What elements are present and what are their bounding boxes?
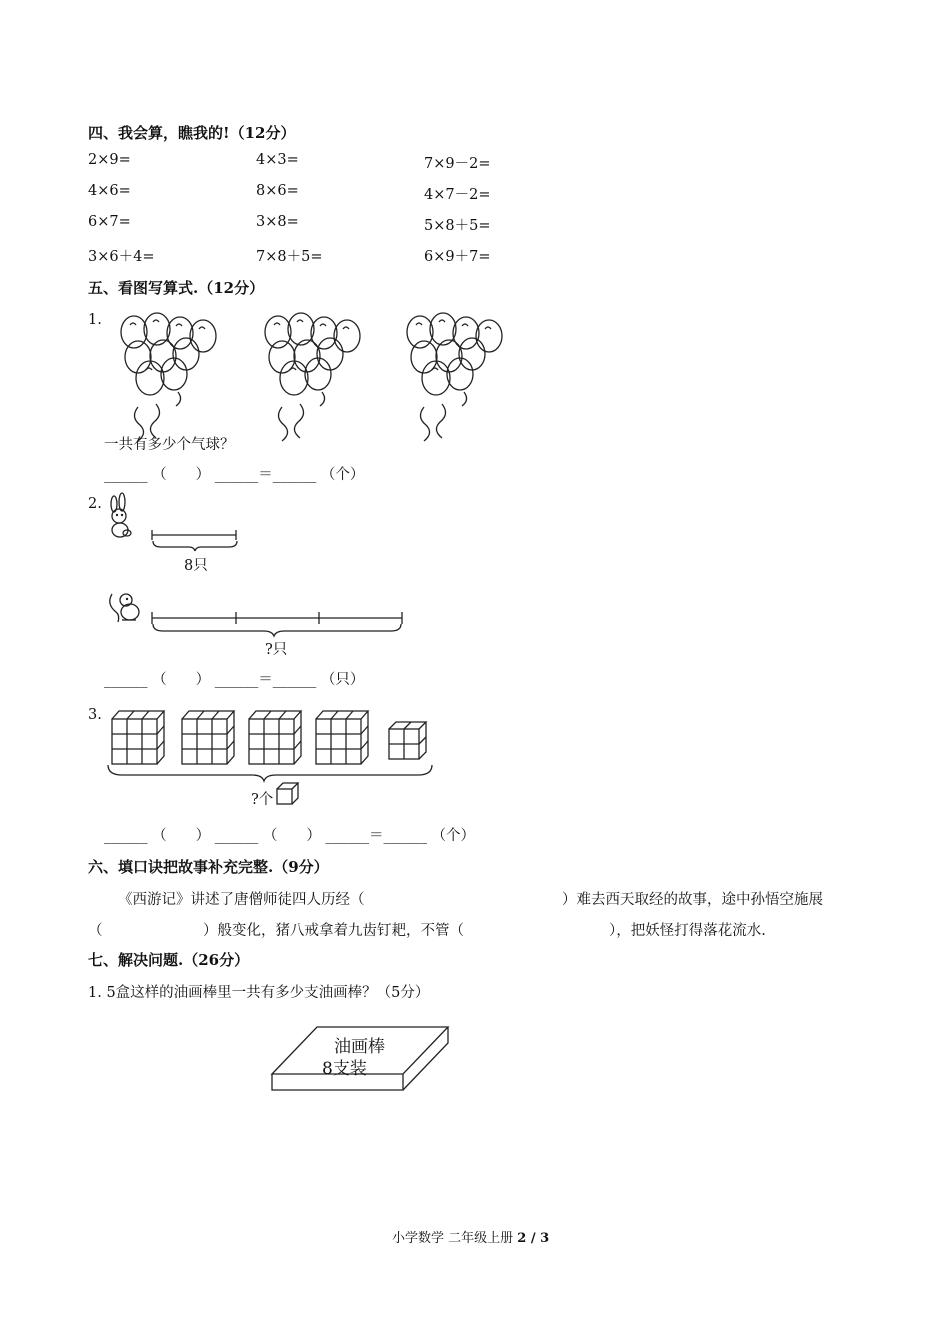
calc-problem: 7×9－2= (424, 156, 491, 172)
equals: ＝ (258, 467, 273, 483)
story-text-line2b: ）般变化，猪八戒拿着九齿钉耙，不管（ (203, 923, 464, 939)
section-6-title: 六、填口诀把故事补充完整.（9分） (88, 858, 329, 876)
blank[interactable]: ______ (104, 828, 148, 844)
calc-problem: 5×8＋5= (424, 218, 491, 234)
operator-paren[interactable]: （ ） (152, 467, 211, 483)
calc-problem: 6×7= (88, 214, 131, 230)
question-number: 3. (88, 707, 102, 723)
unit: （个） (320, 467, 365, 483)
blank[interactable]: ______ (272, 672, 317, 688)
operator-paren[interactable]: （ ） (152, 828, 211, 844)
calc-problem: 8×6= (256, 183, 299, 199)
label-rabbit-count: 8只 (184, 558, 208, 574)
blank[interactable]: ______ (325, 828, 369, 844)
calc-problem: 4×7－2= (424, 187, 491, 203)
page-number: 2 / 3 (517, 1231, 550, 1246)
calc-problem: 4×6= (88, 183, 131, 199)
story-text-line1a: 《西游记》讲述了唐僧师徒四人历经（ (118, 892, 365, 908)
blank[interactable]: ______ (383, 828, 427, 844)
calc-problem: 2×9= (88, 152, 131, 168)
blank[interactable]: ______ (214, 672, 259, 688)
story-text-line2c: ），把妖怪打得落花流水. (609, 923, 766, 939)
equals: ＝ (258, 672, 273, 688)
operator-paren[interactable]: （ ） (152, 672, 211, 688)
blank[interactable]: ______ (272, 467, 317, 483)
section-5-title: 五、看图写算式.（12分） (88, 279, 265, 297)
blank[interactable]: ______ (214, 467, 259, 483)
question-number: 2. (88, 496, 102, 512)
calc-problem: 4×3= (256, 152, 299, 168)
question-number: 1. (88, 312, 102, 328)
calc-problem: 6×9＋7= (424, 249, 491, 265)
label-squirrel-count: ?只 (265, 642, 288, 658)
box-label-name: 油画棒 (334, 1037, 385, 1057)
operator-paren[interactable]: （ ） (262, 828, 321, 844)
footer (392, 1227, 549, 1246)
blank[interactable]: ______ (214, 828, 259, 844)
calc-problem: 3×6＋4= (88, 249, 155, 265)
section-7-title: 七、解决问题.（26分） (88, 951, 250, 969)
footer-subject: 小学数学 二年级上册 (392, 1231, 518, 1246)
label-cube-count: ?个 (251, 792, 274, 808)
story-text-line2a: （ (88, 923, 103, 939)
unit: （个） (431, 828, 476, 844)
problem-7-1: 1. 5盒这样的油画棒里一共有多少支油画棒？（5分） (88, 985, 430, 1001)
unit: （只） (320, 672, 365, 688)
calc-problem: 7×8＋5= (256, 249, 323, 265)
blank[interactable]: ______ (104, 672, 148, 688)
equals: ＝ (368, 828, 384, 844)
box-label-count: 8支装 (322, 1059, 367, 1079)
blank[interactable]: ______ (104, 467, 148, 483)
balloon-question: 一共有多少个气球？ (104, 437, 235, 453)
story-text-line1b: ）难去西天取经的故事，途中孙悟空施展 (562, 892, 823, 908)
calc-problem: 3×8= (256, 214, 299, 230)
section-4-title: 四、我会算，瞧我的!（12分） (88, 124, 296, 142)
